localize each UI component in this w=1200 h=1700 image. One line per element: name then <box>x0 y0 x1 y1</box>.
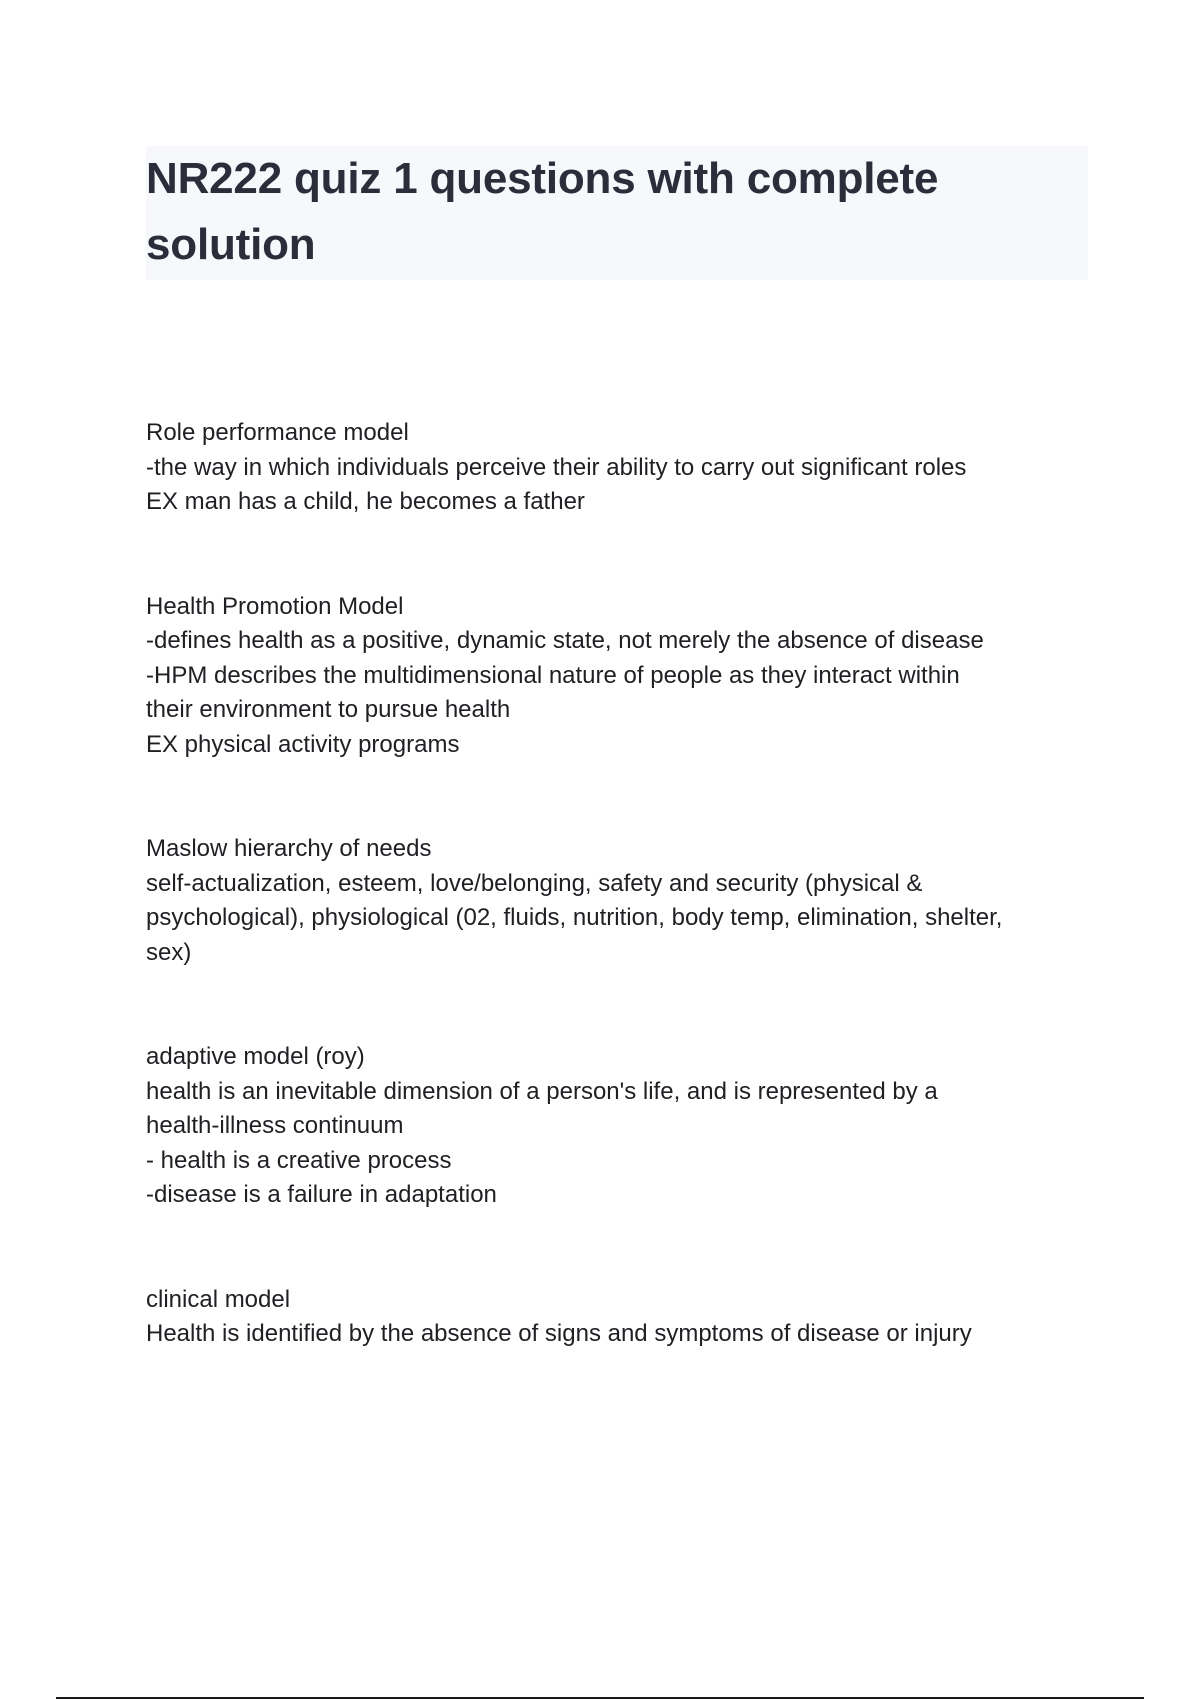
entry-definition-line: sex) <box>146 938 192 966</box>
entry-definition-line: -HPM describes the multidimensional nature of people as they interact within <box>146 661 960 689</box>
footer-divider <box>56 1697 1144 1699</box>
entry-definition-line: Health is identified by the absence of signs and symptoms of disease or injury <box>146 1320 972 1347</box>
entry-definition-line: -disease is a failure in adaptation <box>146 1181 497 1208</box>
entry-definition-line: health is an inevitable dimension of a person's life, and is represented by a <box>146 1077 938 1105</box>
entry-definition-line: health-illness continuum <box>146 1112 404 1139</box>
entry-definition-line: - health is a creative process <box>146 1146 452 1174</box>
entry-definition-line: -the way in which individuals perceive their ability to carry out significant roles <box>146 453 967 481</box>
entry-definition-line: psychological), physiological (02, fluids, nutrition, body temp, elimination, shelter, <box>146 904 1003 931</box>
entry-definition-line: EX physical activity programs <box>146 730 460 758</box>
entry-term: clinical model <box>146 1285 291 1313</box>
page-title <box>146 146 1088 278</box>
flashcard-entry <box>146 1040 1106 1213</box>
entry-definition-line: EX man has a child, he becomes a father <box>146 488 585 515</box>
title-line-2: solution <box>146 220 316 269</box>
entry-term: Role performance model <box>146 419 409 446</box>
entry-definition-line: their environment to pursue health <box>146 696 511 723</box>
flashcard-entry <box>146 832 1106 970</box>
entry-term: Maslow hierarchy of needs <box>146 835 432 862</box>
entry-definition-line: -defines health as a positive, dynamic state, not merely the absence of disease <box>146 627 984 654</box>
flashcard-entry <box>146 590 1106 763</box>
entry-term: Health Promotion Model <box>146 592 404 620</box>
flashcard-entry <box>146 416 1106 520</box>
flashcard-entry <box>146 1283 1106 1352</box>
entry-term: adaptive model (roy) <box>146 1043 365 1070</box>
entry-definition-line: self-actualization, esteem, love/belonging, safety and security (physical & <box>146 869 923 897</box>
title-line-1: NR222 quiz 1 questions with complete <box>146 154 939 203</box>
flashcard-list <box>146 416 1106 1422</box>
title-block <box>146 146 1088 280</box>
